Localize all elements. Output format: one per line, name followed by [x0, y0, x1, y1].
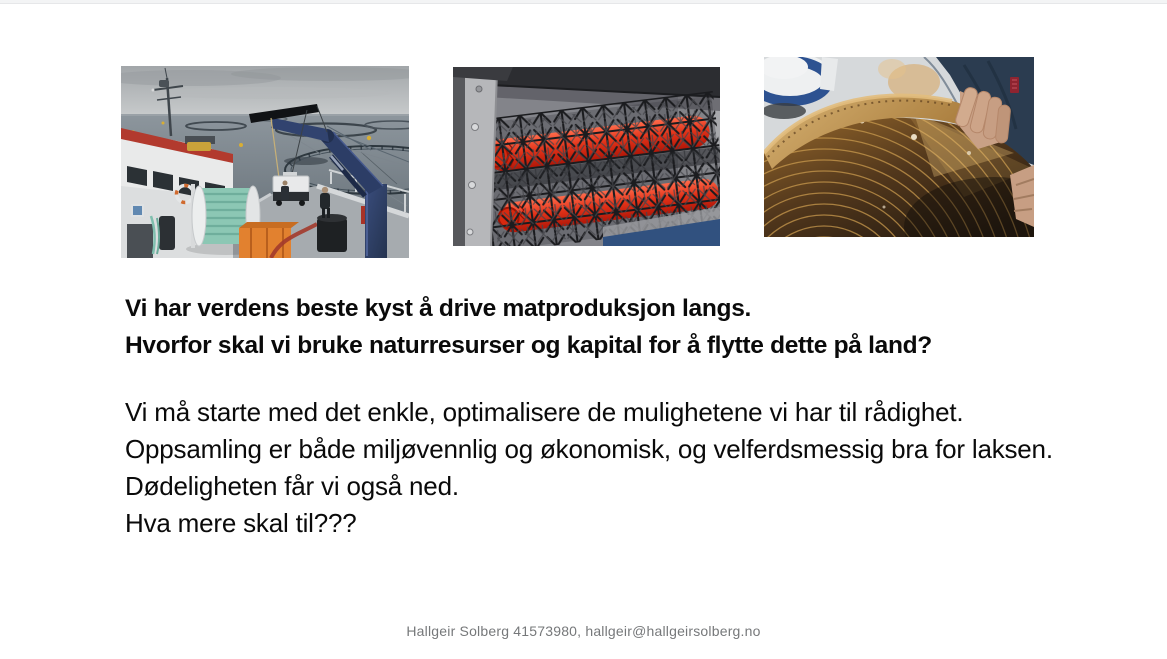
heading-line-1: Vi har verdens beste kyst å drive matproduksjon langs.: [125, 295, 752, 322]
body-line-4: Hva mere skal til???: [125, 508, 357, 538]
body-line-3: Dødeligheten får vi også ned.: [125, 471, 459, 501]
heading-line-2: Hvorfor skal vi bruke naturresurser og kapital for å flytte dette på land?: [125, 332, 932, 359]
slide-text-block: [125, 290, 1053, 542]
heading: [125, 290, 1053, 364]
dirty-filter-illustration: [764, 57, 1034, 237]
body-paragraph: [125, 394, 1053, 542]
footer-contact: Hallgeir Solberg 41573980, hallgeir@hallgeirsolberg.no: [406, 623, 761, 639]
vessel-crane-illustration: [121, 66, 409, 258]
photo-vessel-crane: [121, 66, 409, 258]
cleaning-rollers-illustration: [453, 67, 720, 246]
photo-dirty-filter: [764, 57, 1034, 237]
slide-top-edge: [0, 0, 1167, 4]
body-line-1: Vi må starte med det enkle, optimalisere de mulighetene vi har til rådighet.: [125, 397, 964, 427]
photo-cleaning-rollers: [453, 67, 720, 246]
body-line-2: Oppsamling er både miljøvennlig og økonomisk, og velferdsmessig bra for laksen.: [125, 434, 1053, 464]
